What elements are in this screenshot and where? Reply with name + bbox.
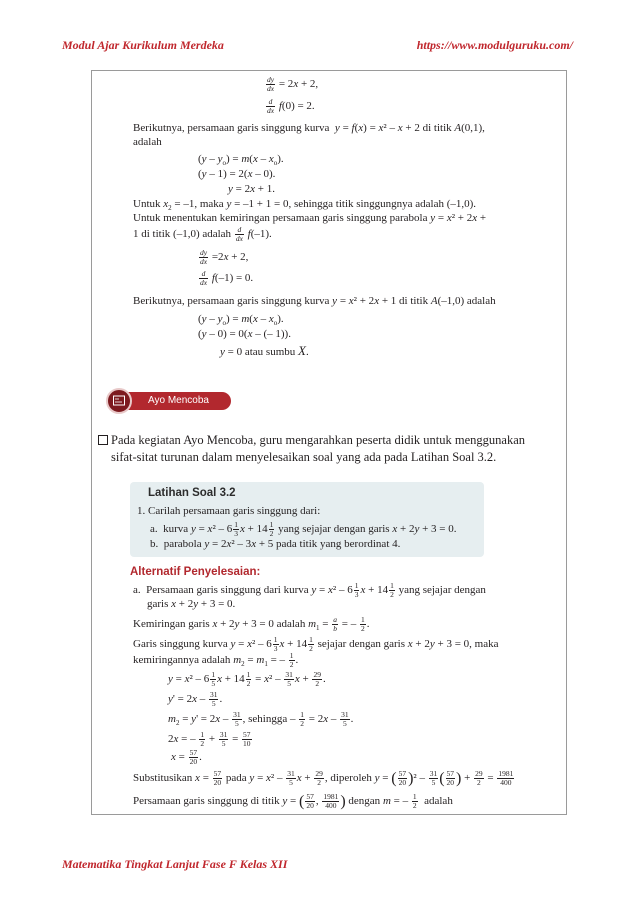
formula-board-icon — [106, 388, 132, 414]
checkbox-bullet-icon — [98, 435, 108, 445]
math-line: $\frac{dy}{dx}$ =2x + 2, — [200, 248, 249, 266]
alternatif-title: Alternatif Penyelesaian: — [130, 566, 261, 578]
math-line: y' = 2x – $\frac{31}{5}$ . — [168, 690, 223, 708]
math-line: $m_2 = y' = 2x$ – $\frac{31}{5}$ , sehingga – $\frac{1}{2}$ = 2x – $\frac{31}{5}$ . — [168, 710, 354, 728]
solution-line: Substitusikan x = $\frac{57}{20}$ pada y = x² – $\frac{31}{5}$ x + $\frac{29}{2}$ , diperoleh y = ( $\frac{57}{20}$ )² – $\frac{31}{5}$ ( $\frac{57}{20}$ ) + $\frac{29}{2}$ = $\frac{1981}{400}$ — [133, 769, 514, 787]
math-dydx-line: $\frac{dy}{dx}$ = 2x + 2, — [267, 75, 319, 93]
latihan-item-a: a. kurva y = x² – 6 $\frac{1}{3}$ x + 14 $\frac{1}{2}$ yang sejajar dengan garis x + 2y + 3 = 0. — [150, 520, 457, 538]
ayo-mencoba-banner — [106, 388, 231, 414]
ayo-mencoba-label: Ayo Mencoba — [148, 395, 209, 406]
text-line: Berikutnya, persamaan garis singgung kurva y = f(x) = x² – x + 2 di titik A(0,1), — [133, 122, 485, 134]
math-line: y = x² – 6 $\frac{1}{5}$ x + 14 $\frac{1}{2}$ = x² – $\frac{31}{5}$ x + $\frac{29}{2}$ . — [168, 670, 326, 688]
text-line: Untuk menentukan kemiringan persamaan garis singgung parabola y = x² + 2x + — [133, 212, 487, 224]
solution-line: Persamaan garis singgung di titik y = ( $\frac{57}{20}$ , $\frac{1981}{400}$ ) dengan m = – $\frac{1}{2}$ adalah — [133, 792, 453, 810]
latihan-item-1: 1. Carilah persamaan garis singgung dari: — [137, 505, 321, 517]
text-line: Untuk $x_2 = -1$, maka y = –1 + 1 = 0, sehingga titik singgungnya adalah (–1,0). — [133, 198, 477, 213]
math-line: (y – 0) = 0(x – (– 1)). — [198, 328, 291, 340]
text-line: adalah — [133, 136, 162, 148]
text-line: 1 di titik (–1,0) adalah $\frac{d}{dx}$ f(–1). — [133, 225, 272, 243]
solution-line: Garis singgung kurva y = x² – 6 $\frac{1}{3}$ x + 14 $\frac{1}{2}$ sejajar dengan garis x + 2y + 3 = 0, maka — [133, 635, 499, 653]
math-line: $(y - y_o) = m(x - x_o)$. — [198, 153, 284, 168]
math-line: x = $\frac{57}{20}$ . — [171, 748, 202, 766]
math-line: $(y - y_o) = m(x - x_o)$. — [198, 313, 284, 328]
header-module-title: Modul Ajar Kurikulum Merdeka — [62, 38, 224, 52]
footer-book-title: Matematika Tingkat Lanjut Fase F Kelas XII — [62, 857, 288, 871]
math-line: $\frac{d}{dx}$ f(–1) = 0. — [200, 269, 254, 287]
solution-line: kemiringannya adalah $m_2 = m_1$ = – $\frac{1}{2}$ . — [133, 651, 299, 669]
latihan-item-b: b. parabola y = 2x² – 3x + 5 pada titik yang berordinat 4. — [150, 538, 401, 550]
text-line: Berikutnya, persamaan garis singgung kurva y = x² + 2x + 1 di titik A(–1,0) adalah — [133, 295, 496, 307]
latihan-title: Latihan Soal 3.2 — [148, 487, 236, 499]
math-line: y = 2x + 1. — [228, 183, 275, 195]
math-line: 2x = – $\frac{1}{2}$ + $\frac{31}{5}$ = $\frac{57}{10}$ — [168, 730, 251, 748]
header-url-link[interactable]: https://www.modulguruku.com/ — [416, 38, 573, 52]
math-line: y = 0 atau sumbu X. — [220, 343, 309, 358]
solution-line: a. Persamaan garis singgung dari kurva y = x² – 6 $\frac{1}{3}$ x + 14 $\frac{1}{2}$ yang sejajar dengan — [133, 581, 486, 599]
solution-line: Kemiringan garis x + 2y + 3 = 0 adalah $m_1$ = $\frac{a}{b}$ = – $\frac{1}{2}$ . — [133, 615, 370, 633]
teacher-instruction-paragraph: Pada kegiatan Ayo Mencoba, guru mengarahkan peserta didik untuk menggunakan sifat-sitat turunan dalam menyelesaikan soal yang ada pada Latihan Soal 3.2. — [111, 432, 551, 465]
solution-line: garis x + 2y + 3 = 0. — [147, 598, 236, 610]
math-line: (y – 1) = 2(x – 0). — [198, 168, 276, 180]
math-df0-line: $\frac{d}{dx}$ f(0) = 2. — [267, 97, 315, 115]
